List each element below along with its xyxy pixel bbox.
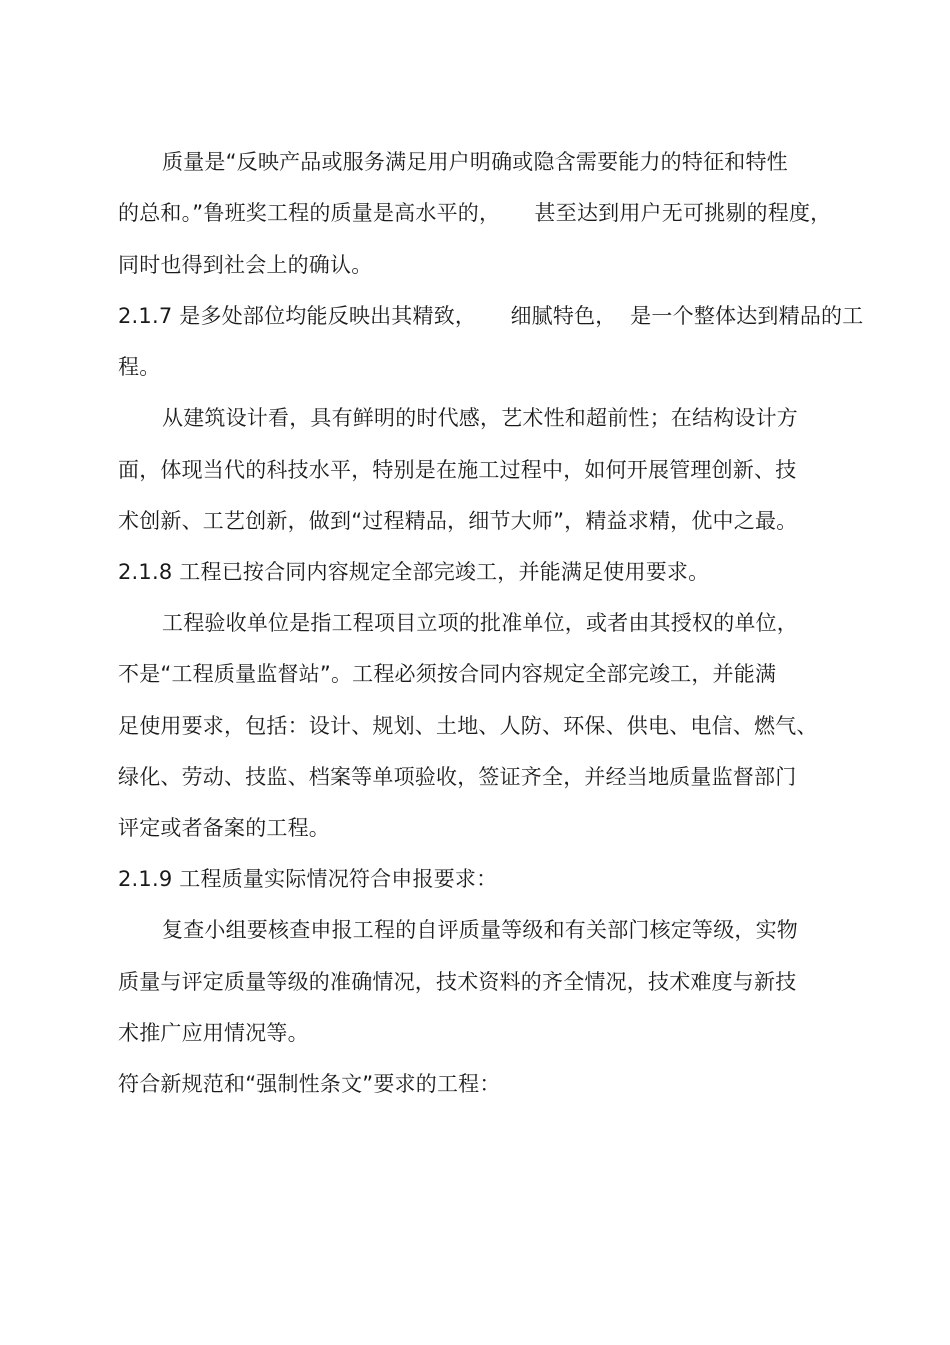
- section-2-1-9-line: 2.1.9 工程质量实际情况符合申报要求：: [118, 867, 498, 891]
- section-2-1-8-line: 2.1.8 工程已按合同内容规定全部完竣工，并能满足使用要求。: [118, 560, 710, 584]
- paragraph-line: 质量是“反映产品或服务满足用户明确或隐含需要能力的特征和特性: [162, 150, 788, 174]
- paragraph-line: 面，体现当代的科技水平，特别是在施工过程中，如何开展管理创新、技: [118, 458, 797, 482]
- paragraph-line: 足使用要求，包括：设计、规划、土地、人防、环保、供电、电信、燃气、: [118, 714, 818, 738]
- section-2-1-7-line: 2.1.7 是多处部位均能反映出其精致， 细腻特色， 是一个整体达到精品的工: [118, 304, 864, 328]
- paragraph-line: 复查小组要核查申报工程的自评质量等级和有关部门核定等级，实物: [162, 918, 798, 942]
- paragraph-line: 评定或者备案的工程。: [118, 816, 330, 840]
- paragraph-line: 同时也得到社会上的确认。: [118, 253, 373, 277]
- paragraph-line: 符合新规范和“强制性条文”要求的工程：: [118, 1072, 501, 1096]
- paragraph-line: 术推广应用情况等。: [118, 1021, 309, 1045]
- paragraph-line: 不是“工程质量监督站”。工程必须按合同内容规定全部完竣工，并能满: [118, 662, 777, 686]
- paragraph-line: 从建筑设计看，具有鲜明的时代感，艺术性和超前性；在结构设计方: [162, 406, 798, 430]
- paragraph-line: 的总和。”鲁班奖工程的质量是高水平的， 甚至达到用户无可挑剔的程度，: [118, 201, 832, 225]
- paragraph-line: 绿化、劳动、技监、档案等单项验收，签证齐全，并经当地质量监督部门: [118, 765, 797, 789]
- paragraph-line: 术创新、工艺创新，做到“过程精品，细节大师”，精益求精，优中之最。: [118, 509, 798, 533]
- paragraph-line: 程。: [118, 355, 161, 379]
- paragraph-line: 质量与评定质量等级的准确情况，技术资料的齐全情况，技术难度与新技: [118, 970, 797, 994]
- paragraph-line: 工程验收单位是指工程项目立项的批准单位，或者由其授权的单位，: [162, 611, 798, 635]
